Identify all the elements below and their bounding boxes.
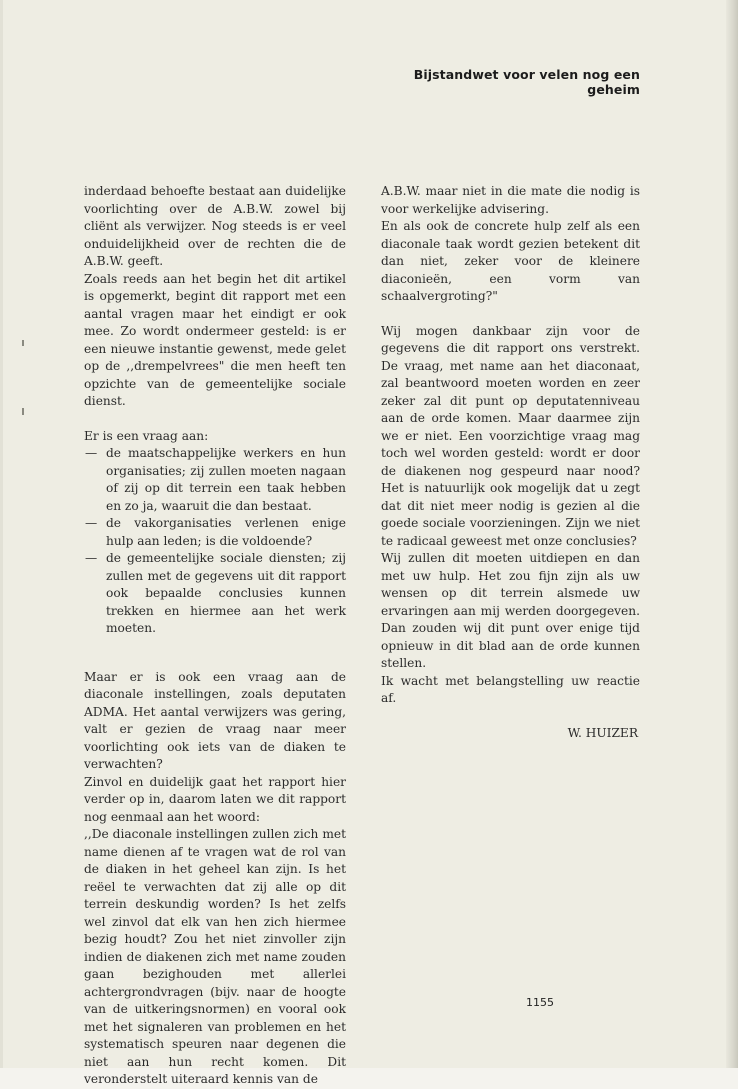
paragraph: Wij mogen dankbaar zijn voor de gegevens die dit rapport ons verstrekt. De vraag, met name aan het diaconaat, zal beantwoord moeten worden en zeer zeker zal dit punt op deputatenniveau aan de orde komen. Maar daarmee zijn we er niet. Een voorzichtige vraag mag toch wel worden gesteld: wordt er door de diakenen nog gespeurd naar nood? Het is natuurlijk ook mogelijk dat u zegt dat dit niet meer nodig is gezien al die goede sociale voorzieningen. Zijn we niet te radicaal geweest met onze conclusies? (381, 323, 640, 548)
quoted-paragraph: ,,De diaconale instellingen zullen zich met name dienen af te vragen wat de rol van de diaken in het geheel kan zijn. Is het reëel te verwachten dat zij alle op dit terrein deskundig worden? Is het zelfs wel zinvol dat elk van hen zich hiermee bezig houdt? Zou het niet zinvoller zijn indien de diakenen zich met name zouden gaan bezighouden met allerlei achtergrondvragen (bijv. naar de hoogte van de uitkeringsnormen) en vooral ook met het signaleren van problemen en het systematisch speuren naar degenen die niet aan hun recht komen. Dit veronderstelt uiteraard kennis van de (84, 827, 346, 1086)
paragraph: Zinvol en duidelijk gaat het rapport hier verder op in, daarom laten we dit rapport nog eenmaal aan het woord: (84, 774, 346, 824)
paragraph: A.B.W. maar niet in die mate die nodig is voor werkelijke advisering. (381, 184, 640, 216)
paragraph: En als ook de concrete hulp zelf als een diaconale taak wordt gezien betekent dit dan niet, zeker voor de kleinere diaconieën, een vorm van schaalvergroting?" (381, 219, 640, 303)
list-item (84, 445, 346, 515)
paragraph: Ik wacht met belangstelling uw reactie af. (381, 673, 640, 705)
list-item (84, 515, 346, 550)
list-item-text: de gemeentelijke sociale diensten; zij zullen met de gegevens uit dit rapport ook bepaalde conclusies kunnen trekken en hiermee aan het werk moeten. (106, 551, 346, 635)
paragraph: Zoals reeds aan het begin het dit artikel is opgemerkt, begint dit rapport met een aantal vragen maar het eindigt er ook mee. Zo wordt ondermeer gesteld: is er een nieuwe instantie gewenst, mede gelet op de ,,drempelvrees" die men heeft ten opzichte van de gemeentelijke sociale dienst. (84, 271, 346, 408)
paragraph: Maar er is ook een vraag aan de diaconale instellingen, zoals deputaten ADMA. Het aantal verwijzers was gering, valt er gezien de vraag naar meer voorlichting ook iets van de diaken te verwachten? (84, 669, 346, 771)
right-text-column (381, 183, 640, 742)
paragraph: inderdaad behoefte bestaat aan duidelijke voorlichting over de A.B.W. zowel bij cliënt als verwijzer. Nog steeds is er veel onduidelijkheid over de rechten die de A.B.W. geeft. (84, 184, 346, 268)
list-dash: — (85, 551, 98, 565)
paragraph: Er is een vraag aan: (84, 428, 209, 443)
paragraph: Wij zullen dit moeten uitdiepen en dan met uw hulp. Het zou fijn zijn als uw wensen op dit terrein alsmede uw ervaringen aan mij werden doorgegeven. Dan zouden wij dit punt over enige tijd opnieuw in dit blad aan de orde kunnen stellen. (381, 551, 640, 670)
running-header-title: Bijstandwet voor velen nog een geheim (413, 67, 640, 97)
list-dash: — (85, 516, 98, 530)
margin-mark (22, 340, 24, 346)
page-binding-shadow (726, 0, 738, 1068)
list-dash: — (85, 446, 98, 460)
list-item-text: de maatschappelijke werkers en hun organisaties; zij zullen moeten nagaan of zij op dit terrein een taak hebben en zo ja, waaruit die dan bestaat. (106, 446, 346, 513)
list-item-text: de vakorganisaties verlenen enige hulp aan leden; is die voldoende? (106, 516, 346, 548)
left-text-column (84, 183, 346, 1089)
page-number: 1155 (526, 996, 554, 1009)
list-item (84, 550, 346, 638)
author-signature: W. HUIZER (567, 725, 638, 740)
margin-mark (22, 408, 24, 415)
question-list (84, 445, 346, 638)
page-left-edge (0, 0, 3, 1068)
